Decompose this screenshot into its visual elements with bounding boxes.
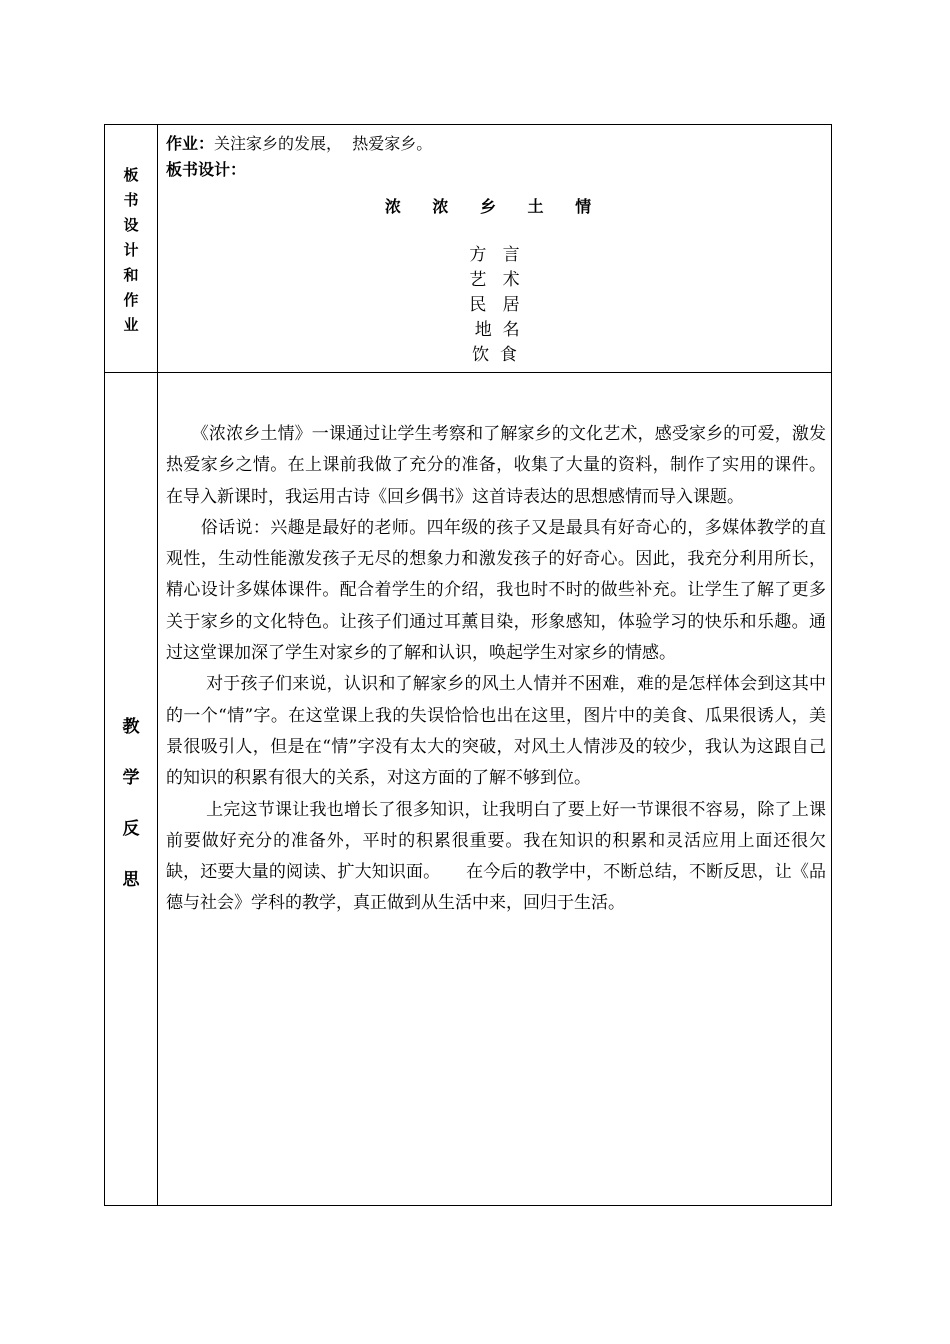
row-divider xyxy=(105,372,831,373)
teaching-reflection-label: 教 学 反 思 xyxy=(122,717,140,890)
board-item: 地 名 xyxy=(469,320,520,340)
board-design-label: 板书设计： xyxy=(166,160,247,179)
board-item: 艺 术 xyxy=(469,270,520,290)
board-item: 饮 食 xyxy=(472,345,517,365)
lesson-table xyxy=(104,124,832,1206)
board-homework-label: 板 书 设 计 和 作 业 xyxy=(123,166,139,334)
reflection-paragraph: 对于孩子们来说，认识和了解家乡的风土人情并不困难，难的是怎样体会到这其中的一个“情”字。在这堂课上我的失误恰恰也出在这里，图片中的美食、瓜果很诱人，美景很吸引人，但是在“情”字没有太大的突破，对风土人情涉及的较少，我认为这跟自己的知识的积累有很大的关系，对这方面的了解不够到位。 xyxy=(166,674,826,789)
homework-line xyxy=(166,133,432,155)
board-item: 民 居 xyxy=(469,295,520,315)
homework-label: 作业： xyxy=(166,134,215,153)
board-title: 浓 浓 乡 土 情 xyxy=(384,197,605,216)
board-items xyxy=(158,243,831,368)
homework-text: 关注家乡的发展， 热爱家乡。 xyxy=(214,134,433,153)
reflection-paragraph: 俗话说：兴趣是最好的老师。四年级的孩子又是最具有好奇心的，多媒体教学的直观性，生动性能激发孩子无尽的想象力和激发孩子的好奇心。因此，我充分利用所长，精心设计多媒体课件。配合着学生的介绍，我也时不时的做些补充。让学生了解了更多关于家乡的文化特色。让孩子们通过耳薰目染，形象感知，体验学习的快乐和乐趣。通过这堂课加深了学生对家乡的了解和认识，唤起学生对家乡的情感。 xyxy=(166,517,826,664)
reflection-text xyxy=(166,419,826,920)
reflection-paragraph: 上完这节课让我也增长了很多知识，让我明白了要上好一节课很不容易，除了上课前要做好充分的准备外，平时的积累很重要。我在知识的积累和灵活应用上面还很欠缺，还要大量的阅读、扩大知识面。 在今后的教学中，不断总结，不断反思，让《品德与社会》学科的教学，真正做到从生活中来，回归于生活。 xyxy=(166,799,826,914)
board-item: 方 言 xyxy=(469,245,520,265)
reflection-paragraph: 《浓浓乡土情》一课通过让学生考察和了解家乡的文化艺术，感受家乡的可爱，激发热爱家乡之情。在上课前我做了充分的准备，收集了大量的资料，制作了实用的课件。在导入新课时，我运用古诗《回乡偶书》这首诗表达的思想感情而导入课题。 xyxy=(166,424,826,507)
